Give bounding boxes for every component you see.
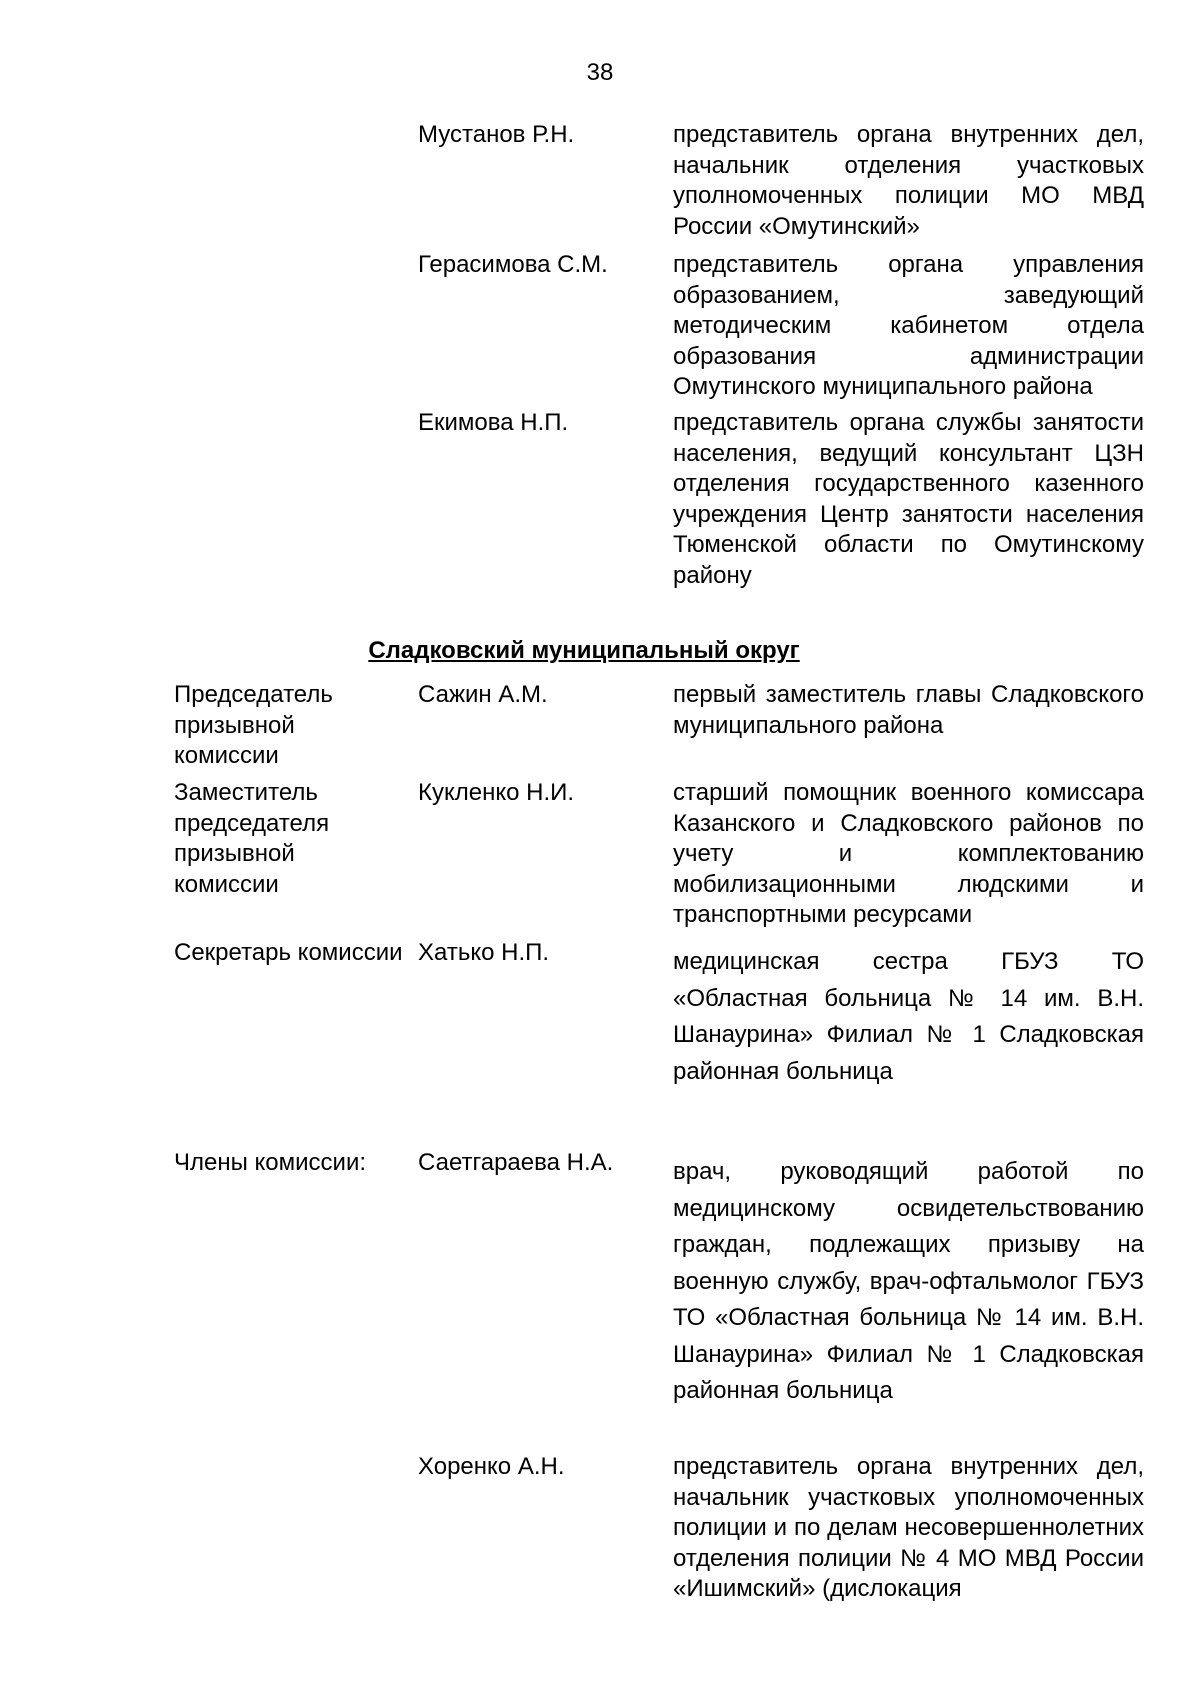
member-role: Члены комиссии: xyxy=(174,1149,367,1176)
page-number: 38 xyxy=(586,59,614,86)
member-role: Заместитель председателя призывной комиссии xyxy=(174,779,330,898)
member-name: Мустанов Р.Н. xyxy=(418,121,575,148)
member-description: медицинская сестра ГБУЗ ТО «Областная больница № 14 им. В.Н. Шанаурина» Филиал № 1 Сладковская районная больница xyxy=(673,948,1144,1085)
member-name: Хатько Н.П. xyxy=(418,939,550,966)
member-description: представитель органа управления образованием, заведующий методическим кабинетом отдела образования администрации Омутинского муниципального района xyxy=(673,251,1144,400)
member-role: Секретарь комиссии xyxy=(174,939,403,966)
member-name: Екимова Н.П. xyxy=(418,409,569,436)
member-description: врач, руководящий работой по медицинскому освидетельствованию граждан, подлежащих призыву на военную службу, врач-офтальмолог ГБУЗ ТО «Областная больница № 14 им. В.Н. Шанаурина» Филиал № 1 Сладковская районная больница xyxy=(673,1158,1144,1404)
section-heading xyxy=(0,636,1200,666)
member-description: представитель органа службы занятости населения, ведущий консультант ЦЗН отделения государственного казенного учреждения Центр занятости населения Тюменской области по Омутинскому району xyxy=(673,409,1144,589)
member-name: Саетгараева Н.А. xyxy=(418,1149,614,1176)
member-description: представитель органа внутренних дел, начальник отделения участковых уполномоченных полиции МО МВД России «Омутинский» xyxy=(673,121,1144,240)
member-name: Герасимова С.М. xyxy=(418,251,608,278)
member-description: первый заместитель главы Сладковского муниципального района xyxy=(673,681,1144,739)
member-name: Кукленко Н.И. xyxy=(418,779,575,806)
member-description: представитель органа внутренних дел, начальник участковых уполномоченных полиции и по делам несовершеннолетних отделения полиции № 4 МО МВД России «Ишимский» (дислокация xyxy=(673,1453,1144,1602)
member-name: Хоренко А.Н. xyxy=(418,1453,565,1480)
member-role: Председатель призывной комиссии xyxy=(174,681,333,769)
member-name: Сажин А.М. xyxy=(418,681,548,708)
member-description: старший помощник военного комиссара Казанского и Сладковского районов по учету и комплектованию мобилизационными людскими и транспортными ресурсами xyxy=(673,779,1144,928)
section-title: Сладковский муниципальный округ xyxy=(368,637,800,664)
